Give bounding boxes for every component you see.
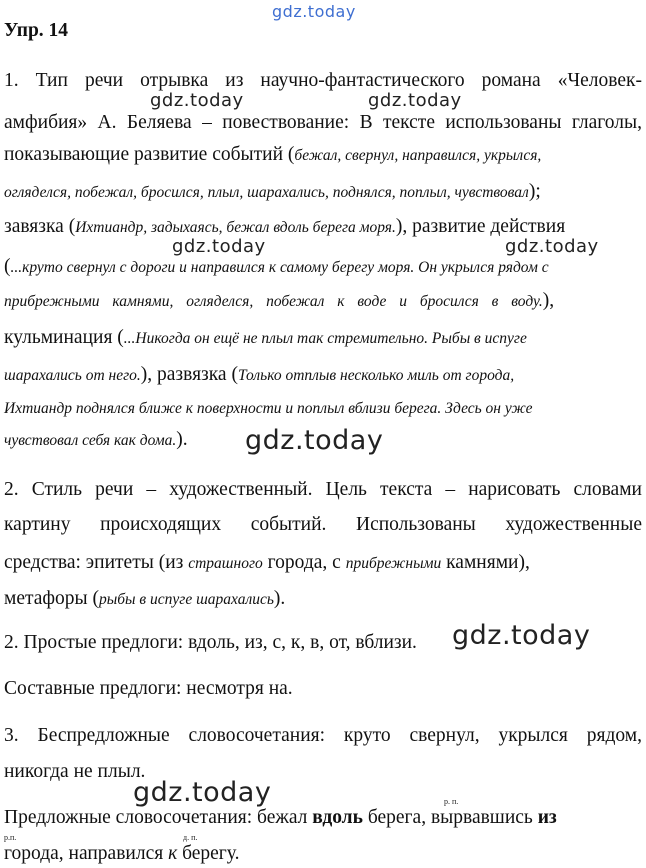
p1-line-1: 1. Тип речи отрывка из научно-фантастического романа «Человек- <box>4 70 642 91</box>
p1-line-10: Ихтиандр поднялся ближе к поверхности и поплыл вблизи берега. Здесь он уже <box>4 400 533 417</box>
watermark: gdz.today <box>505 236 599 257</box>
p1-line-2: амфибия» А. Беляева – повествование: В тексте использованы глаголы, <box>4 112 642 133</box>
p6-line-1: Предложные словосочетания: бежал вдоль берега, вырвавшись из <box>4 807 557 828</box>
case-label-rp-2: р.п. <box>4 833 17 842</box>
compound-prepositions: Составные предлоги: несмотря на. <box>4 678 293 699</box>
watermark-top: gdz.today <box>272 2 356 21</box>
p1-line-6: (...круто свернул с дороги и направился к самому берегу моря. Он укрылся рядом с <box>4 256 549 277</box>
watermark: gdz.today <box>452 620 591 651</box>
exercise-title: Упр. 14 <box>4 20 69 41</box>
p2-line-4: метафоры (рыбы в испуге шарахались). <box>4 588 286 609</box>
p1-line-8: кульминация (...Никогда он ещё не плыл так стремительно. Рыбы в испуге <box>4 327 527 348</box>
p5-line-2: никогда не плыл. <box>4 761 146 782</box>
simple-prepositions: 2. Простые предлоги: вдоль, из, с, к, в, от, вблизи. <box>4 632 417 653</box>
p2-line-3: средства: эпитеты (из страшного города, с прибрежными камнями), <box>4 552 530 573</box>
watermark: gdz.today <box>245 425 384 456</box>
watermark: gdz.today <box>368 90 462 111</box>
case-label-rp: р. п. <box>444 797 459 806</box>
p2-line-1: 2. Стиль речи – художественный. Цель текста – нарисовать словами <box>4 479 642 500</box>
case-label-dp: д. п. <box>183 833 198 842</box>
p5-line-1: 3. Беспредложные словосочетания: круто свернул, укрылся рядом, <box>4 725 642 746</box>
watermark: gdz.today <box>150 90 244 111</box>
p6-line-2: города, направился к берегу. <box>4 843 240 864</box>
watermark: gdz.today <box>172 236 266 257</box>
p1-line-5: завязка (Ихтиандр, задыхаясь, бежал вдоль берега моря.), развитие действия <box>4 216 566 237</box>
watermark: gdz.today <box>133 777 272 808</box>
p1-line-7: прибрежными камнями, огляделся, побежал к воде и бросился в воду.), <box>4 290 555 311</box>
p1-line-9: шарахались от него.), развязка (Только отплыв несколько миль от города, <box>4 364 515 385</box>
p1-line-4: огляделся, побежал, бросился, плыл, шарахались, поднялся, поплыл, чувствовал); <box>4 181 541 202</box>
p2-line-2: картину происходящих событий. Использованы художественные <box>4 514 642 535</box>
p1-line-3: показывающие развитие событий (бежал, свернул, направился, укрылся, <box>4 144 542 165</box>
p1-line-11: чувствовал себя как дома.). <box>4 429 188 450</box>
